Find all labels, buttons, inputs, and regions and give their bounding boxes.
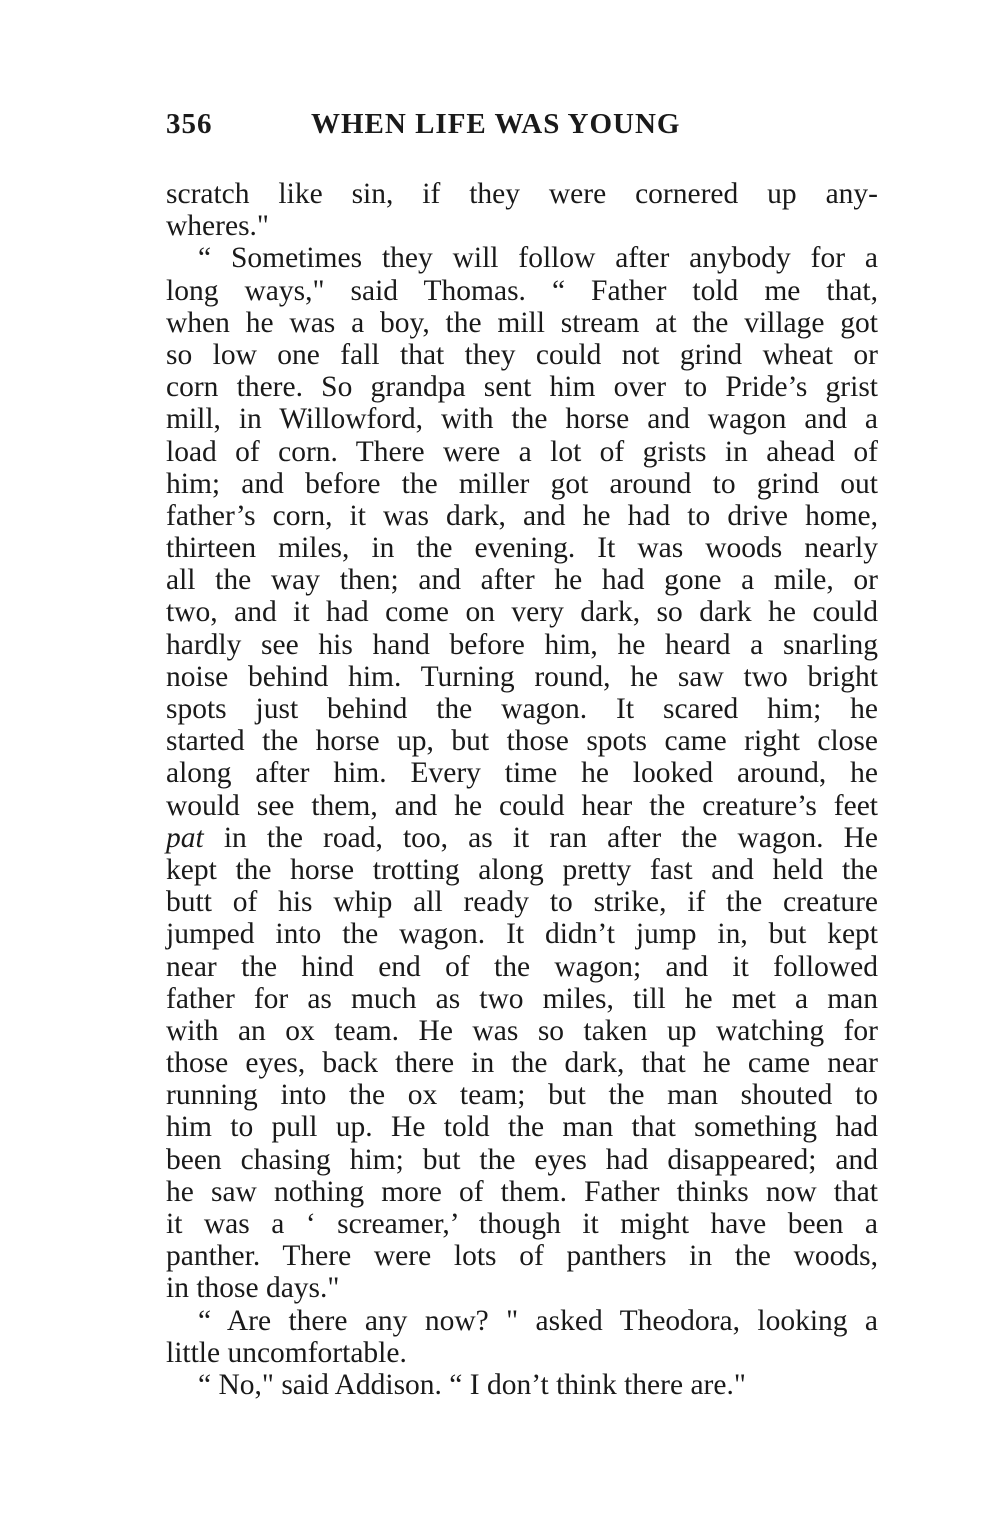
text-line: all the way then; and after he had gone a mile, or bbox=[166, 564, 878, 597]
text-line: him; and before the miller got around to grind out bbox=[166, 467, 878, 500]
text-line: noise behind him. Turning round, he saw two bright bbox=[166, 660, 878, 693]
text-line: in those days." bbox=[166, 1272, 340, 1305]
text-line: “ Are there any now? " asked Theodora, looking a bbox=[198, 1304, 878, 1337]
text-line: with an ox team. He was so taken up watching for bbox=[166, 1014, 878, 1047]
text-line: would see them, and he could hear the creature’s feet bbox=[166, 789, 878, 822]
text-line: panther. There were lots of panthers in the woods, bbox=[166, 1240, 878, 1273]
text-line: “ Sometimes they will follow after anybody for a bbox=[198, 242, 878, 275]
text-line-with-italic bbox=[166, 822, 878, 854]
text-line: long ways," said Thomas. “ Father told me that, bbox=[166, 274, 878, 307]
text-line: so low one fall that they could not grind wheat or bbox=[166, 338, 878, 371]
page-number: 356 bbox=[166, 108, 213, 140]
text-line: started the horse up, but those spots came right close bbox=[166, 725, 878, 758]
text-line: him to pull up. He told the man that something had bbox=[166, 1111, 878, 1144]
text-line: mill, in Willowford, with the horse and wagon and a bbox=[166, 403, 878, 436]
text-line: scratch like sin, if they were cornered up any- bbox=[166, 178, 878, 210]
text-line: spots just behind the wagon. It scared him; he bbox=[166, 693, 878, 725]
text-line: butt of his whip all ready to strike, if the creature bbox=[166, 886, 878, 919]
text-line: near the hind end of the wagon; and it followed bbox=[166, 950, 878, 983]
text-line: along after him. Every time he looked around, he bbox=[166, 757, 878, 790]
running-head bbox=[166, 108, 886, 148]
text-line: jumped into the wagon. It didn’t jump in, but kept bbox=[166, 918, 878, 951]
text-line-rest: in the road, too, as it ran after the wagon. He bbox=[223, 821, 878, 854]
text-line: running into the ox team; but the man shouted to bbox=[166, 1079, 878, 1112]
text-line: hardly see his hand before him, he heard a snarling bbox=[166, 628, 878, 661]
text-line: those eyes, back there in the dark, that he came near bbox=[166, 1047, 878, 1080]
running-title: WHEN LIFE WAS YOUNG bbox=[311, 108, 681, 140]
text-line: it was a ‘ screamer,’ though it might have been a bbox=[166, 1208, 878, 1240]
text-line: thirteen miles, in the evening. It was woods nearly bbox=[166, 532, 878, 565]
text-line: two, and it had come on very dark, so dark he could bbox=[166, 596, 878, 629]
text-line: load of corn. There were a lot of grists in ahead of bbox=[166, 435, 878, 468]
text-line: wheres." bbox=[166, 210, 269, 243]
text-line: father’s corn, it was dark, and he had to drive home, bbox=[166, 499, 878, 532]
text-line: father for as much as two miles, till he met a man bbox=[166, 982, 878, 1015]
text-line: corn there. So grandpa sent him over to Pride’s grist bbox=[166, 371, 878, 404]
text-line: been chasing him; but the eyes had disappeared; and bbox=[166, 1143, 878, 1176]
text-line: when he was a boy, the mill stream at the village got bbox=[166, 306, 878, 339]
text-line: kept the horse trotting along pretty fast and held the bbox=[166, 853, 878, 886]
text-line: little uncomfortable. bbox=[166, 1336, 407, 1369]
text-line: he saw nothing more of them. Father thinks now that bbox=[166, 1175, 878, 1208]
italic-word: pat bbox=[166, 821, 204, 854]
body-text bbox=[166, 178, 878, 1401]
text-line: “ No," said Addison. “ I don’t think there are." bbox=[198, 1368, 746, 1401]
